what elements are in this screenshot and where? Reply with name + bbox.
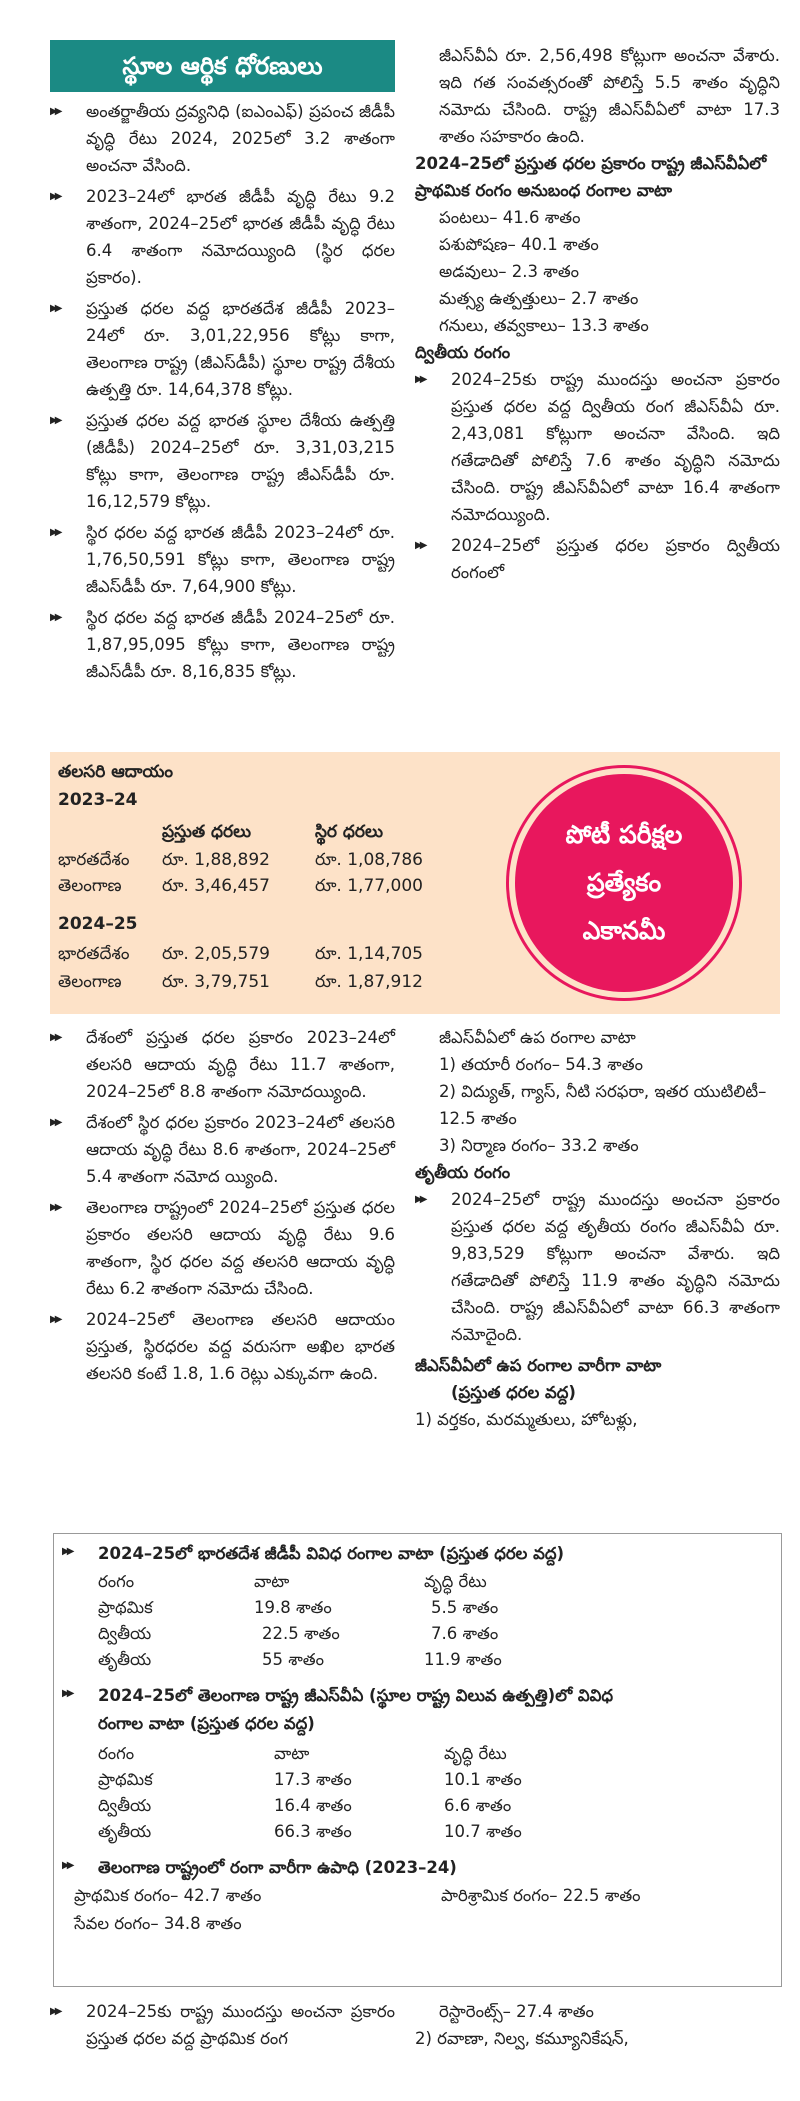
left-column-bottom [50,1998,395,2056]
table-heading: ▶▶ 2024–25లో తెలంగాణ రాష్ట్ర జీఎస్‌వీఏ (స్థూల రాష్ట్ర విలువ ఉత్పత్తి)లో వివిధ [62,1686,614,1705]
table-col-head: వృద్ధి రేటు [444,1744,507,1763]
col-current: ప్రస్తుత ధరలు [162,822,252,842]
badge-line: పోటీ పరీక్షల [565,820,683,849]
subheading: 2024–25లో ప్రస్తుత ధరల ప్రకారం రాష్ట్ర జీఎస్‌వీఏలో ప్రాథమిక రంగం అనుబంధ రంగాల వాటా [415,154,767,200]
employment-item: సేవల రంగం– 34.8 శాతం [74,1914,242,1933]
table-col-head: రంగం [98,1572,135,1591]
sub-item: 1) తయారీ రంగం– 54.3 శాతం [439,1055,643,1074]
section-title: స్థూల ఆర్థిక ధోరణులు [50,40,395,92]
table-cell: ప్రాథమిక [98,1770,153,1789]
table-cell: ప్రాథమిక [98,1598,153,1617]
right-column-bottom [415,1998,780,2052]
table-cell: 11.9 శాతం [424,1650,502,1669]
sub-item: 2) విద్యుత్, గ్యాస్, నీటి సరఫరా, ఇతర యుటిలిటీ– 12.5 శాతం [439,1082,767,1128]
subheading: ద్వితీయ రంగం [415,343,511,362]
table-heading: ▶▶ 2024–25లో భారతదేశ జీడీపీ వివిధ రంగాల వాటా (ప్రస్తుత ధరల వద్ద) [62,1544,565,1563]
income-row-name: తెలంగాణ [58,876,122,896]
subheading: జీఎస్‌వీఏలో ఉప రంగాల వారీగా వాటా [415,1356,662,1375]
badge-line: ఎకానమీ [582,916,666,945]
income-row-current: రూ. 2,05,579 [162,944,270,964]
col-constant: స్థిర ధరలు [315,822,383,842]
table-cell: 17.3 శాతం [274,1770,352,1789]
list-item: ▶▶ స్థిర ధరల వద్ద భారత జీడీపీ 2024–25లో రూ. 1,87,95,095 కోట్లు కాగా, తెలంగాణ రాష్ట్ర జీఎస్‌డీపీ రూ. 8,16,835 కోట్లు. [50,604,395,685]
table-cell: 7.6 శాతం [431,1624,499,1643]
table-cell: 16.4 శాతం [274,1796,352,1815]
right-column-top [415,42,780,590]
list-item: ▶▶ 2024–25లో ప్రస్తుత ధరల ప్రకారం ద్వితీయ రంగంలో [415,532,780,586]
right-column-mid [415,1024,780,1433]
special-badge [515,774,733,992]
table-cell: ద్వితీయ [98,1624,152,1643]
table-cell: ద్వితీయ [98,1796,152,1815]
income-row-constant: రూ. 1,77,000 [315,876,423,896]
table-cell: 10.7 శాతం [444,1822,522,1841]
table-col-head: వృద్ధి రేటు [424,1572,487,1591]
table-cell: 22.5 శాతం [262,1624,340,1643]
table-cell: 19.8 శాతం [254,1598,332,1617]
income-row-name: భారతదేశం [58,944,130,964]
list-item: ▶▶ అంతర్జాతీయ ద్రవ్యనిధి (ఐఎంఎఫ్) ప్రపంచ జీడీపీ వృద్ధి రేటు 2024, 2025లో 3.2 శాతంగా అంచనా వేసింది. [50,98,395,179]
table-cell: 5.5 శాతం [431,1598,499,1617]
income-row-name: భారతదేశం [58,850,130,870]
subheading: తృతీయ రంగం [415,1163,511,1182]
sub-item: 2) రవాణా, నిల్వ, కమ్యూనికేషన్, [415,2029,629,2048]
table-heading: రంగాల వాటా (ప్రస్తుత ధరల వద్ద) [98,1714,315,1733]
employment-item: ప్రాథమిక రంగం– 42.7 శాతం [74,1886,262,1905]
table-cell: తృతీయ [98,1822,152,1841]
paragraph: జీఎస్‌వీఏలో ఉప రంగాల వాటా [439,1028,636,1047]
table-col-head: రంగం [98,1744,135,1763]
table-cell: తృతీయ [98,1650,152,1669]
table-cell: 6.6 శాతం [444,1796,512,1815]
table-cell: 10.1 శాతం [444,1770,522,1789]
income-heading: తలసరి ఆదాయం [58,762,173,782]
share-item: అడవులు– 2.3 శాతం [439,262,580,281]
share-item: గనులు, తవ్వకాలు– 13.3 శాతం [439,316,649,335]
list-item: ▶▶ స్థిర ధరల వద్ద భారత జీడీపీ 2023–24లో రూ. 1,76,50,591 కోట్లు కాగా, తెలంగాణ రాష్ట్ర జీఎస్‌డీపీ రూ. 7,64,900 కోట్లు. [50,519,395,600]
table-col-head: వాటా [254,1572,290,1591]
employment-item: పారిశ్రామిక రంగం– 22.5 శాతం [441,1886,641,1905]
left-column-mid [50,1024,395,1391]
income-row-constant: రూ. 1,14,705 [315,944,423,964]
paragraph: జీఎస్‌వీఏ రూ. 2,56,498 కోట్లుగా అంచనా వేశారు. ఇది గత సంవత్సరంతో పోలిస్తే 5.5 శాతం వృద్ధిని నమోదు చేసింది. రాష్ట్ర జీఎస్‌వీఏలో వాటా 17.3 శాతం సహకారం ఉంది. [439,46,780,146]
income-row-name: తెలంగాణ [58,972,122,992]
badge-line: ప్రత్యేకం [586,868,662,897]
list-item: ▶▶ 2024–25లో తెలంగాణ తలసరి ఆదాయం ప్రస్తుత, స్థిరధరల వద్ద వరుసగా అఖిల భారత తలసరి కంటే 1.8, 1.6 రెట్లు ఎక్కువగా ఉంది. [50,1306,395,1387]
list-item: ▶▶ 2024–25లో రాష్ట్ర ముందస్తు అంచనా ప్రకారం ప్రస్తుత ధరల వద్ద తృతీయ రంగం జీఎస్‌వీఏ రూ. 9,83,529 కోట్లుగా అంచనా వేశారు. ఇది గతేడాదితో పోలిస్తే 11.9 శాతం వృద్ధిని నమోదు చేసింది. రాష్ట్ర జీఎస్‌వీఏలో వాటా 66.3 శాతంగా నమోదైంది. [415,1186,780,1348]
subheading: (ప్రస్తుత ధరల వద్ద) [451,1383,576,1402]
sub-item: రెస్టారెంట్స్– 27.4 శాతం [439,2002,594,2021]
list-item: ▶▶ ప్రస్తుత ధరల వద్ద భారతదేశ జీడీపీ 2023–24లో రూ. 3,01,22,956 కోట్లు కాగా, తెలంగాణ రాష్ట్ర (జీఎస్‌డీపీ) స్థూల రాష్ట్ర దేశీయ ఉత్పత్తి రూ. 14,64,378 కోట్లు. [50,295,395,403]
share-item: పశుపోషణ– 40.1 శాతం [439,235,599,254]
list-item: ▶▶ 2024–25కు రాష్ట్ర ముందస్తు అంచనా ప్రకారం ప్రస్తుత ధరల వద్ద ప్రాథమిక రంగ [50,1998,395,2052]
table-cell: 55 శాతం [262,1650,324,1669]
left-column-top [50,40,395,689]
sub-item: 1) వర్తకం, మరమ్మతులు, హోటళ్లు, [415,1410,638,1429]
list-item: ▶▶ తెలంగాణ రాష్ట్రంలో 2024–25లో ప్రస్తుత ధరల ప్రకారం తలసరి ఆదాయ వృద్ధి రేటు 9.6 శాతంగా, స్థిర ధరల వద్ద తలసరి ఆదాయ వృద్ధి రేటు 6.2 శాతంగా నమోదు చేసింది. [50,1194,395,1302]
table-heading: ▶▶ తెలంగాణ రాష్ట్రంలో రంగా వారీగా ఉపాధి (2023–24) [62,1858,457,1877]
income-year: 2023–24 [58,790,138,810]
sector-share-box [53,1533,782,1987]
list-item: ▶▶ దేశంలో స్థిర ధరల ప్రకారం 2023–24లో తలసరి ఆదాయ వృద్ధి రేటు 8.6 శాతంగా, 2024–25లో 5.4 శాతంగా నమోద య్యింది. [50,1109,395,1190]
list-item: ▶▶ ప్రస్తుత ధరల వద్ద భారత స్థూల దేశీయ ఉత్పత్తి (జీడీపీ) 2024–25లో రూ. 3,31,03,215 కోట్లు కాగా, తెలంగాణ రాష్ట్ర జీఎస్‌డీపీ రూ. 16,12,579 కోట్లు. [50,407,395,515]
list-item: ▶▶ దేశంలో ప్రస్తుత ధరల ప్రకారం 2023–24లో తలసరి ఆదాయ వృద్ధి రేటు 11.7 శాతంగా, 2024–25లో 8.8 శాతంగా నమోదయ్యింది. [50,1024,395,1105]
table-cell: 66.3 శాతం [274,1822,352,1841]
income-row-constant: రూ. 1,08,786 [315,850,423,870]
table-col-head: వాటా [274,1744,310,1763]
income-year: 2024–25 [58,914,138,934]
sub-item: 3) నిర్మాణ రంగం– 33.2 శాతం [439,1136,639,1155]
income-row-current: రూ. 3,46,457 [162,876,270,896]
income-row-constant: రూ. 1,87,912 [315,972,423,992]
list-item: ▶▶ 2023–24లో భారత జీడీపీ వృద్ధి రేటు 9.2 శాతంగా, 2024–25లో భారత జీడీపీ వృద్ధి రేటు 6.4 శాతంగా నమోదయ్యింది (స్థిర ధరల ప్రకారం). [50,183,395,291]
share-item: మత్స్య ఉత్పత్తులు– 2.7 శాతం [439,289,639,308]
share-item: పంటలు– 41.6 శాతం [439,208,581,227]
income-row-current: రూ. 1,88,892 [162,850,270,870]
list-item: ▶▶ 2024–25కు రాష్ట్ర ముందస్తు అంచనా ప్రకారం ప్రస్తుత ధరల వద్ద ద్వితీయ రంగ జీఎస్‌వీఏ రూ. 2,43,081 కోట్లుగా అంచనా వేసింది. ఇది గతేడాదితో పోలిస్తే 7.6 శాతం వృద్ధిని నమోదు చేసింది. రాష్ట్ర జీఎస్‌వీఏలో వాటా 16.4 శాతంగా నమోదయ్యింది. [415,366,780,528]
income-row-current: రూ. 3,79,751 [162,972,270,992]
